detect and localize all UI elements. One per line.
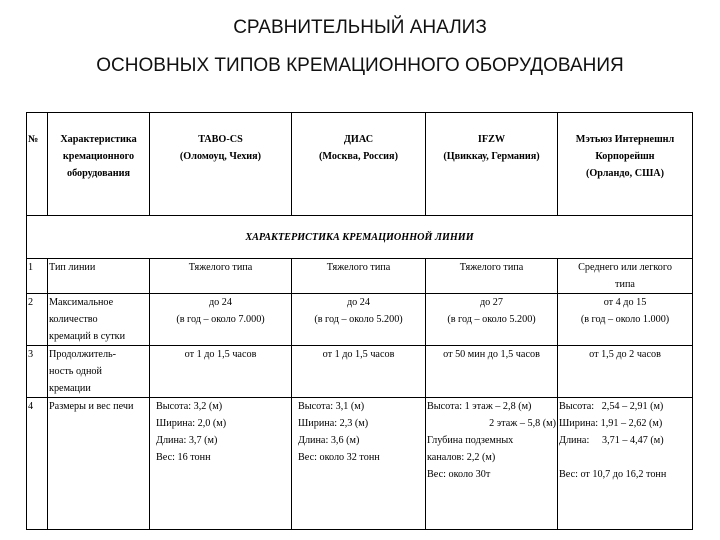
header-num: № <box>27 113 48 216</box>
row-label: Продолжитель- ность одной кремации <box>48 346 150 398</box>
row-num: 4 <box>27 398 48 530</box>
cell-tabo: Тяжелого типа <box>150 259 292 294</box>
cell-tabo: от 1 до 1,5 часов <box>150 346 292 398</box>
cell-ifzw: до 27 (в год – около 5.200) <box>426 294 558 346</box>
header-matthews: Мэтьюз Интернешнл Корпорейшн (Орландо, США) <box>558 113 693 216</box>
row-label: Максимальное количество кремаций в сутки <box>48 294 150 346</box>
header-dias: ДИАС (Москва, Россия) <box>292 113 426 216</box>
row-num: 2 <box>27 294 48 346</box>
cell-dias: от 1 до 1,5 часов <box>292 346 426 398</box>
comparison-table <box>26 112 693 530</box>
cell-tabo: Высота: 3,2 (м) Ширина: 2,0 (м) Длина: 3,7 (м) Вес: 16 тонн <box>150 398 292 530</box>
cell-tabo: до 24 (в год – около 7.000) <box>150 294 292 346</box>
cell-ifzw: Высота: 1 этаж – 2,8 (м) 2 этаж – 5,8 (м) Глубина подземных каналов: 2,2 (м) Вес: около 30т <box>426 398 558 530</box>
row-label: Размеры и вес печи <box>48 398 150 530</box>
cell-ifzw: Тяжелого типа <box>426 259 558 294</box>
section-row <box>27 216 693 259</box>
cell-dias: до 24 (в год – около 5.200) <box>292 294 426 346</box>
cell-matthews: Среднего или легкого типа <box>558 259 693 294</box>
page-title-line-1: СРАВНИТЕЛЬНЫЙ АНАЛИЗ <box>233 17 487 38</box>
cell-matthews: Высота: 2,54 – 2,91 (м) Ширина: 1,91 – 2,62 (м) Длина: 3,71 – 4,47 (м) Вес: от 10,7 до 16,2 тонн <box>558 398 693 530</box>
row-num: 3 <box>27 346 48 398</box>
header-ifzw: IFZW (Цвиккау, Германия) <box>426 113 558 216</box>
row-num: 1 <box>27 259 48 294</box>
page-title-line-2: ОСНОВНЫХ ТИПОВ КРЕМАЦИОННОГО ОБОРУДОВАНИЯ <box>96 55 624 76</box>
header-tabo: TABO-CS (Оломоуц, Чехия) <box>150 113 292 216</box>
cell-dias: Тяжелого типа <box>292 259 426 294</box>
section-title: ХАРАКТЕРИСТИКА КРЕМАЦИОННОЙ ЛИНИИ <box>27 216 693 259</box>
table-row <box>27 294 693 346</box>
header-characteristic: Характеристика кремационного оборудования <box>48 113 150 216</box>
table-row <box>27 398 693 530</box>
table-row <box>27 259 693 294</box>
table-row <box>27 346 693 398</box>
cell-matthews: от 4 до 15 (в год – около 1.000) <box>558 294 693 346</box>
cell-dias: Высота: 3,1 (м) Ширина: 2,3 (м) Длина: 3,6 (м) Вес: около 32 тонн <box>292 398 426 530</box>
table-header-row <box>27 113 693 216</box>
cell-matthews: от 1,5 до 2 часов <box>558 346 693 398</box>
cell-ifzw: от 50 мин до 1,5 часов <box>426 346 558 398</box>
row-label: Тип линии <box>48 259 150 294</box>
